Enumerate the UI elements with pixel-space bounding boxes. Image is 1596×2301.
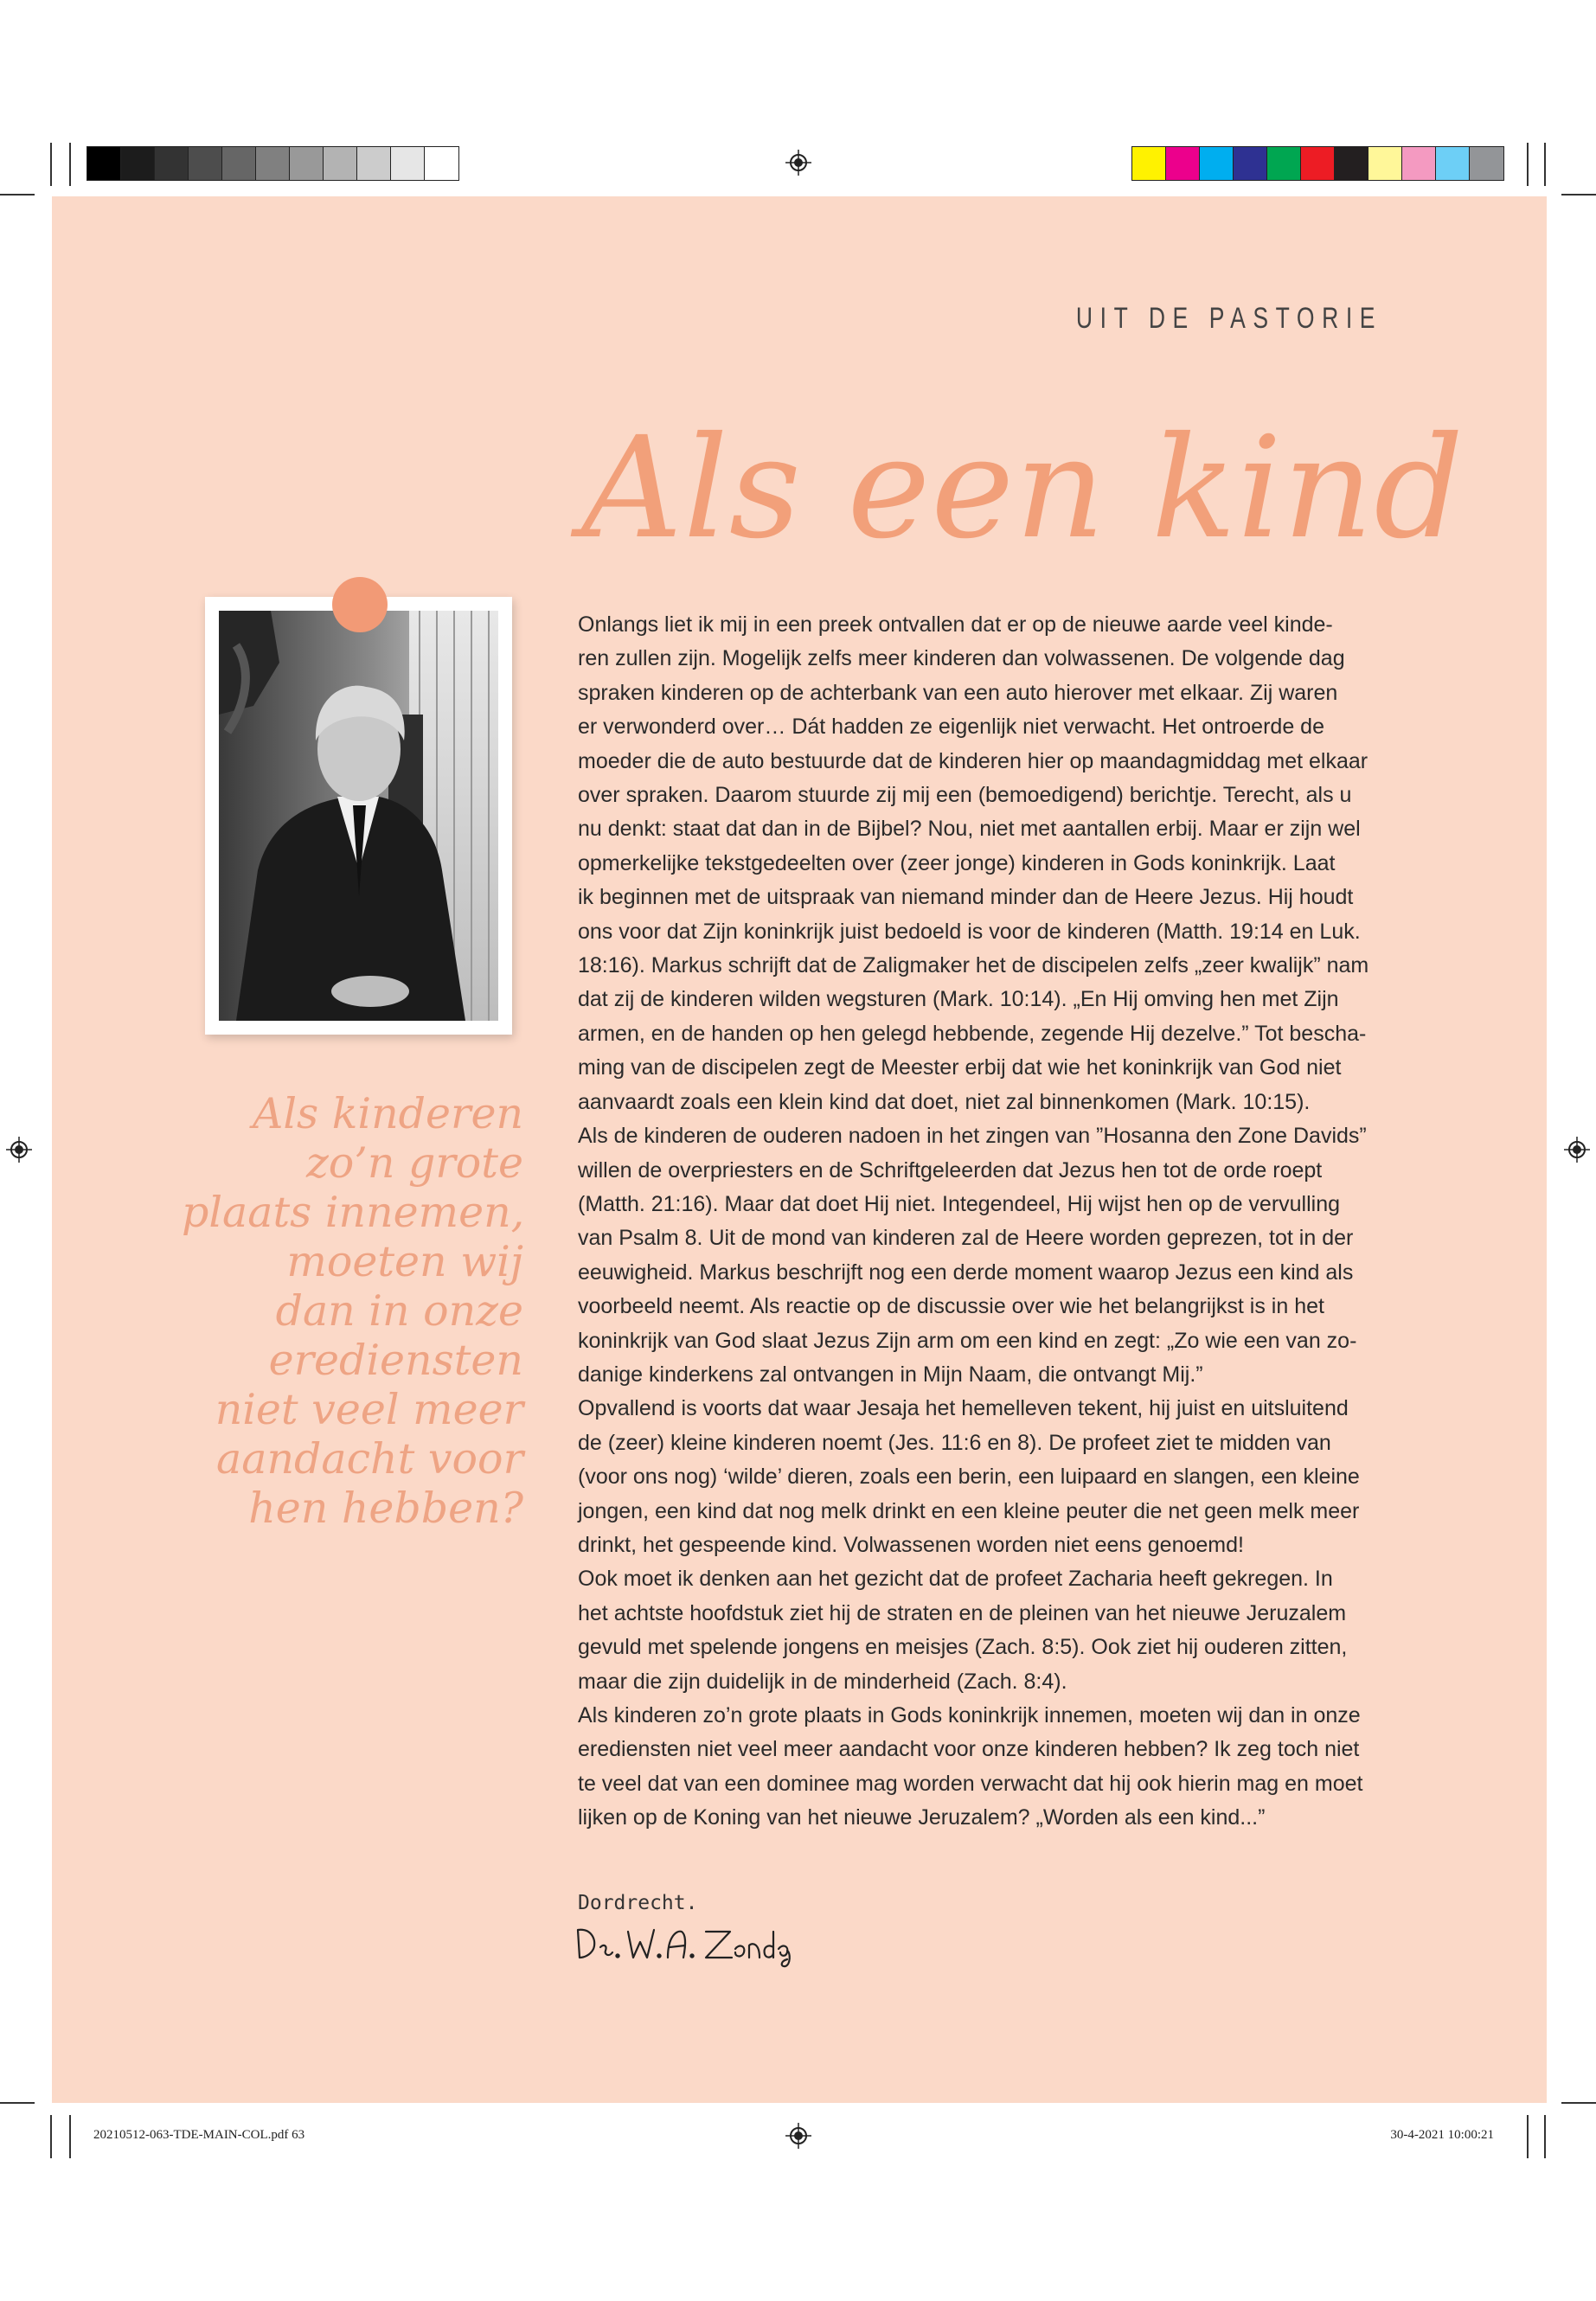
pull-quote-line: plaats innemen, [182,1188,525,1237]
body-line: Ook moet ik denken aan het gezicht dat de profeet Zacharia heeft gekregen. In [578,1567,1333,1592]
body-line: te veel dat van een dominee mag worden verwacht dat hij ook hierin mag en moet [578,1771,1363,1796]
body-line: moeder die de auto bestuurde dat de kinderen hier op maandagmiddag met elkaar [578,748,1368,773]
author-place: Dordrecht. [578,1892,698,1914]
body-line: ming van de discipelen zegt de Meester erbij dat wie het koninkrijk van God niet [578,1055,1342,1080]
body-line: (Matth. 21:16). Maar dat doet Hij niet. Integendeel, Hij wijst hen op de vervulling [578,1191,1341,1216]
pull-quote-line: aandacht voor [216,1434,523,1484]
crop-mark [0,194,35,195]
crop-mark [1561,194,1596,195]
body-line: ren zullen zijn. Mogelijk zelfs meer kinderen dan volwassenen. De volgende dag [578,646,1345,671]
body-line: jongen, een kind dat nog melk drinkt en een kleine peuter die net geen melk meer [578,1498,1360,1523]
decorative-pin-icon [332,577,388,632]
crop-mark [1561,2102,1596,2104]
body-line: dat zij de kinderen wilden wegsturen (Mark. 10:14). „En Hij omving hen met Zijn [578,987,1339,1012]
body-line: aanvaardt zoals een klein kind dat doet, niet zal binnenkomen (Mark. 10:15). [578,1089,1311,1114]
color-swatch [1200,147,1234,180]
color-swatch [290,147,324,180]
body-line: (voor ons nog) ‘wilde’ dieren, zoals een berin, een luipaard en slangen, een kleine [578,1465,1360,1490]
body-line: Als de kinderen de ouderen nadoen in het zingen van ”Hosanna den Zone Davids” [578,1124,1367,1149]
body-line: koninkrijk van God slaat Jezus Zijn arm om een kind en zegt: „Zo wie een van zo- [578,1328,1357,1353]
crop-mark [69,2115,71,2158]
author-photo [219,611,498,1021]
body-line: nu denkt: staat dat dan in de Bijbel? Nou, niet met aantallen erbij. Maar er zijn wel [578,817,1361,842]
color-swatch [222,147,256,180]
color-swatch [1132,147,1166,180]
color-swatch [1402,147,1436,180]
body-line: de (zeer) kleine kinderen noemt (Jes. 11:6 en 8). De profeet ziet te midden van [578,1430,1331,1455]
body-line: erediensten niet veel meer aandacht voor onze kinderen hebben? Ik zeg toch niet [578,1737,1360,1762]
body-line: willen de overpriesters en de Schriftgeleerden dat Jezus hen tot de orde roept [578,1157,1323,1183]
registration-mark-icon [6,1137,32,1163]
body-line: drinkt, het gespeende kind. Volwassenen worden niet eens genoemd! [578,1532,1244,1557]
body-line: Onlangs liet ik mij in een preek ontvallen dat er op de nieuwe aarde veel kinde- [578,612,1333,637]
print-timestamp: 30-4-2021 10:00:21 [1390,2128,1494,2142]
process-color-bar [1131,146,1504,181]
body-line: gevuld met spelende jongens en meisjes (Zach. 8:5). Ook ziet hij ouderen zitten, [578,1635,1348,1660]
article-body [578,608,1443,1836]
pull-quote-line: erediensten [268,1336,523,1385]
pull-quote-line: niet veel meer [215,1385,523,1434]
color-swatch [87,147,121,180]
pull-quote-line: dan in onze [275,1286,523,1336]
crop-mark [1527,143,1529,186]
registration-mark-icon [785,150,811,176]
crop-mark [1544,143,1546,186]
color-swatch [1267,147,1301,180]
color-swatch [1234,147,1267,180]
crop-mark [50,143,52,186]
body-line: ik beginnen met de uitspraak van niemand minder dan de Heere Jezus. Hij houdt [578,885,1354,910]
pull-quote-line: moeten wij [286,1237,523,1286]
body-line: 18:16). Markus schrijft dat de Zaligmaker het de discipelen zelfs „zeer kwalijk” nam [578,953,1369,978]
color-swatch [1470,147,1503,180]
crop-mark [1544,2115,1546,2158]
body-line: eeuwigheid. Markus beschrijft nog een derde moment waarop Jezus een kind als [578,1259,1354,1285]
body-line: lijken op de Koning van het nieuwe Jeruzalem? „Worden als een kind...” [578,1805,1266,1830]
crop-mark [69,143,71,186]
author-photo-frame [205,597,512,1035]
color-swatch [256,147,290,180]
grayscale-color-bar [87,146,459,181]
body-line: ons voor dat Zijn koninkrijk juist bedoeld is voor de kinderen (Matth. 19:14 en Luk. [578,919,1361,944]
pull-quote-line: hen hebben? [248,1484,523,1533]
pull-quote-line: zo’n grote [305,1138,523,1188]
body-line: van Psalm 8. Uit de mond van kinderen zal de Heere worden geprezen, tot in der [578,1226,1354,1251]
color-swatch [1301,147,1335,180]
color-swatch [121,147,155,180]
body-line: danige kinderkens zal ontvangen in Mijn Naam, die ontvangt Mij.” [578,1362,1203,1387]
registration-mark-icon [785,2123,811,2149]
color-swatch [391,147,425,180]
color-swatch [1436,147,1470,180]
color-swatch [189,147,222,180]
body-line: er verwonderd over… Dát hadden ze eigenlijk niet verwacht. Het ontroerde de [578,715,1324,740]
file-info: 20210512-063-TDE-MAIN-COL.pdf 63 [93,2128,305,2142]
color-swatch [1166,147,1200,180]
author-signature [574,1920,799,1968]
registration-mark-icon [1564,1137,1590,1163]
pull-quote-line: Als kinderen [252,1089,523,1138]
magazine-page [52,196,1547,2103]
crop-mark [0,2102,35,2104]
color-swatch [155,147,189,180]
article-title: Als een kind [581,407,1465,570]
body-line: Opvallend is voorts dat waar Jesaja het hemelleven tekent, hij juist en uitsluitend [578,1396,1349,1421]
body-line: armen, en de handen op hen gelegd hebbende, zegende Hij dezelve.” Tot bescha- [578,1021,1367,1046]
body-line: voorbeeld neemt. Als reactie op de discussie over wie het belangrijkst is in het [578,1294,1324,1319]
pull-quote [182,1089,523,1533]
section-label: UIT DE PASTORIE [1075,302,1382,335]
color-swatch [425,147,458,180]
body-line: opmerkelijke tekstgedeelten over (zeer jonge) kinderen in Gods koninkrijk. Laat [578,850,1336,875]
crop-mark [1527,2115,1529,2158]
color-swatch [357,147,391,180]
crop-mark [50,2115,52,2158]
color-swatch [1368,147,1402,180]
body-line: maar die zijn duidelijk in de minderheid (Zach. 8:4). [578,1669,1067,1694]
color-swatch [1335,147,1368,180]
color-swatch [324,147,357,180]
body-line: het achtste hoofdstuk ziet hij de straten en de pleinen van het nieuwe Jeruzalem [578,1600,1347,1625]
body-line: over spraken. Daarom stuurde zij mij een (bemoedigend) berichtje. Terecht, als u [578,783,1352,808]
body-line: Als kinderen zo’n grote plaats in Gods koninkrijk innemen, moeten wij dan in onze [578,1703,1361,1727]
body-line: spraken kinderen op de achterbank van een auto hierover met elkaar. Zij waren [578,680,1338,705]
